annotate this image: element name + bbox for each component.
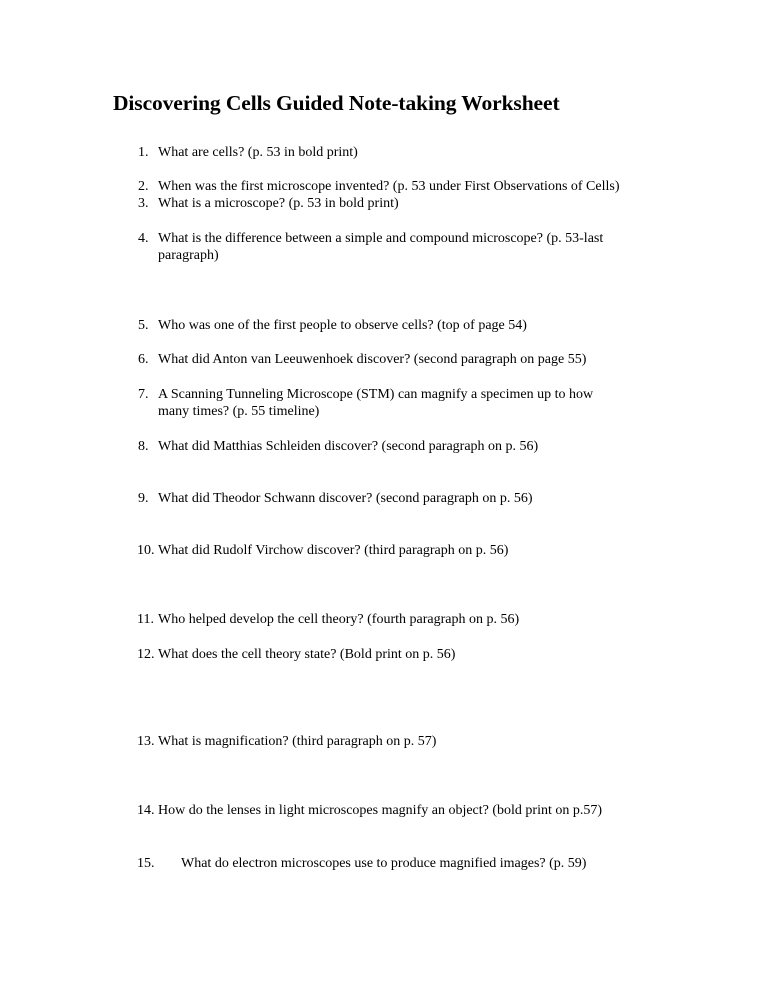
question-number: 1. [138,145,149,160]
question-number: 9. [138,491,149,506]
question-text: What is the difference between a simple and compound microscope? (p. 53-last [158,231,604,246]
question-text: When was the first microscope invented? (p. 53 under First Observations of Cells) [158,179,620,194]
question-number: 7. [138,387,149,402]
question-text-continued: many times? (p. 55 timeline) [158,404,320,419]
question-number: 6. [138,352,149,367]
question-text: What is a microscope? (p. 53 in bold print) [158,196,399,211]
question-text: A Scanning Tunneling Microscope (STM) can magnify a specimen up to how [158,387,594,402]
question-number: 14. [137,803,155,818]
question-text: What is magnification? (third paragraph on p. 57) [158,734,437,749]
question-number: 3. [138,196,149,211]
question-text: What did Anton van Leeuwenhoek discover? (second paragraph on page 55) [158,352,587,367]
question-text: What does the cell theory state? (Bold print on p. 56) [158,647,456,662]
question-text: What do electron microscopes use to produce magnified images? (p. 59) [181,856,587,871]
question-number: 15. [137,856,155,871]
question-number: 4. [138,231,149,246]
question-number: 11. [137,612,154,627]
question-number: 2. [138,179,149,194]
question-number: 13. [137,734,155,749]
question-text: What are cells? (p. 53 in bold print) [158,145,358,160]
question-text: Who helped develop the cell theory? (fourth paragraph on p. 56) [158,612,520,627]
question-number: 5. [138,318,149,333]
question-number: 8. [138,439,149,454]
question-text: What did Rudolf Virchow discover? (third paragraph on p. 56) [158,543,509,558]
page-title: Discovering Cells Guided Note-taking Worksheet [113,91,560,115]
question-number: 12. [137,647,155,662]
question-text-continued: paragraph) [158,248,219,263]
question-text: How do the lenses in light microscopes magnify an object? (bold print on p.57) [158,803,603,818]
question-number: 10. [137,543,155,558]
question-text: Who was one of the first people to observe cells? (top of page 54) [158,318,527,333]
question-text: What did Theodor Schwann discover? (second paragraph on p. 56) [158,491,533,506]
question-text: What did Matthias Schleiden discover? (second paragraph on p. 56) [158,439,539,454]
